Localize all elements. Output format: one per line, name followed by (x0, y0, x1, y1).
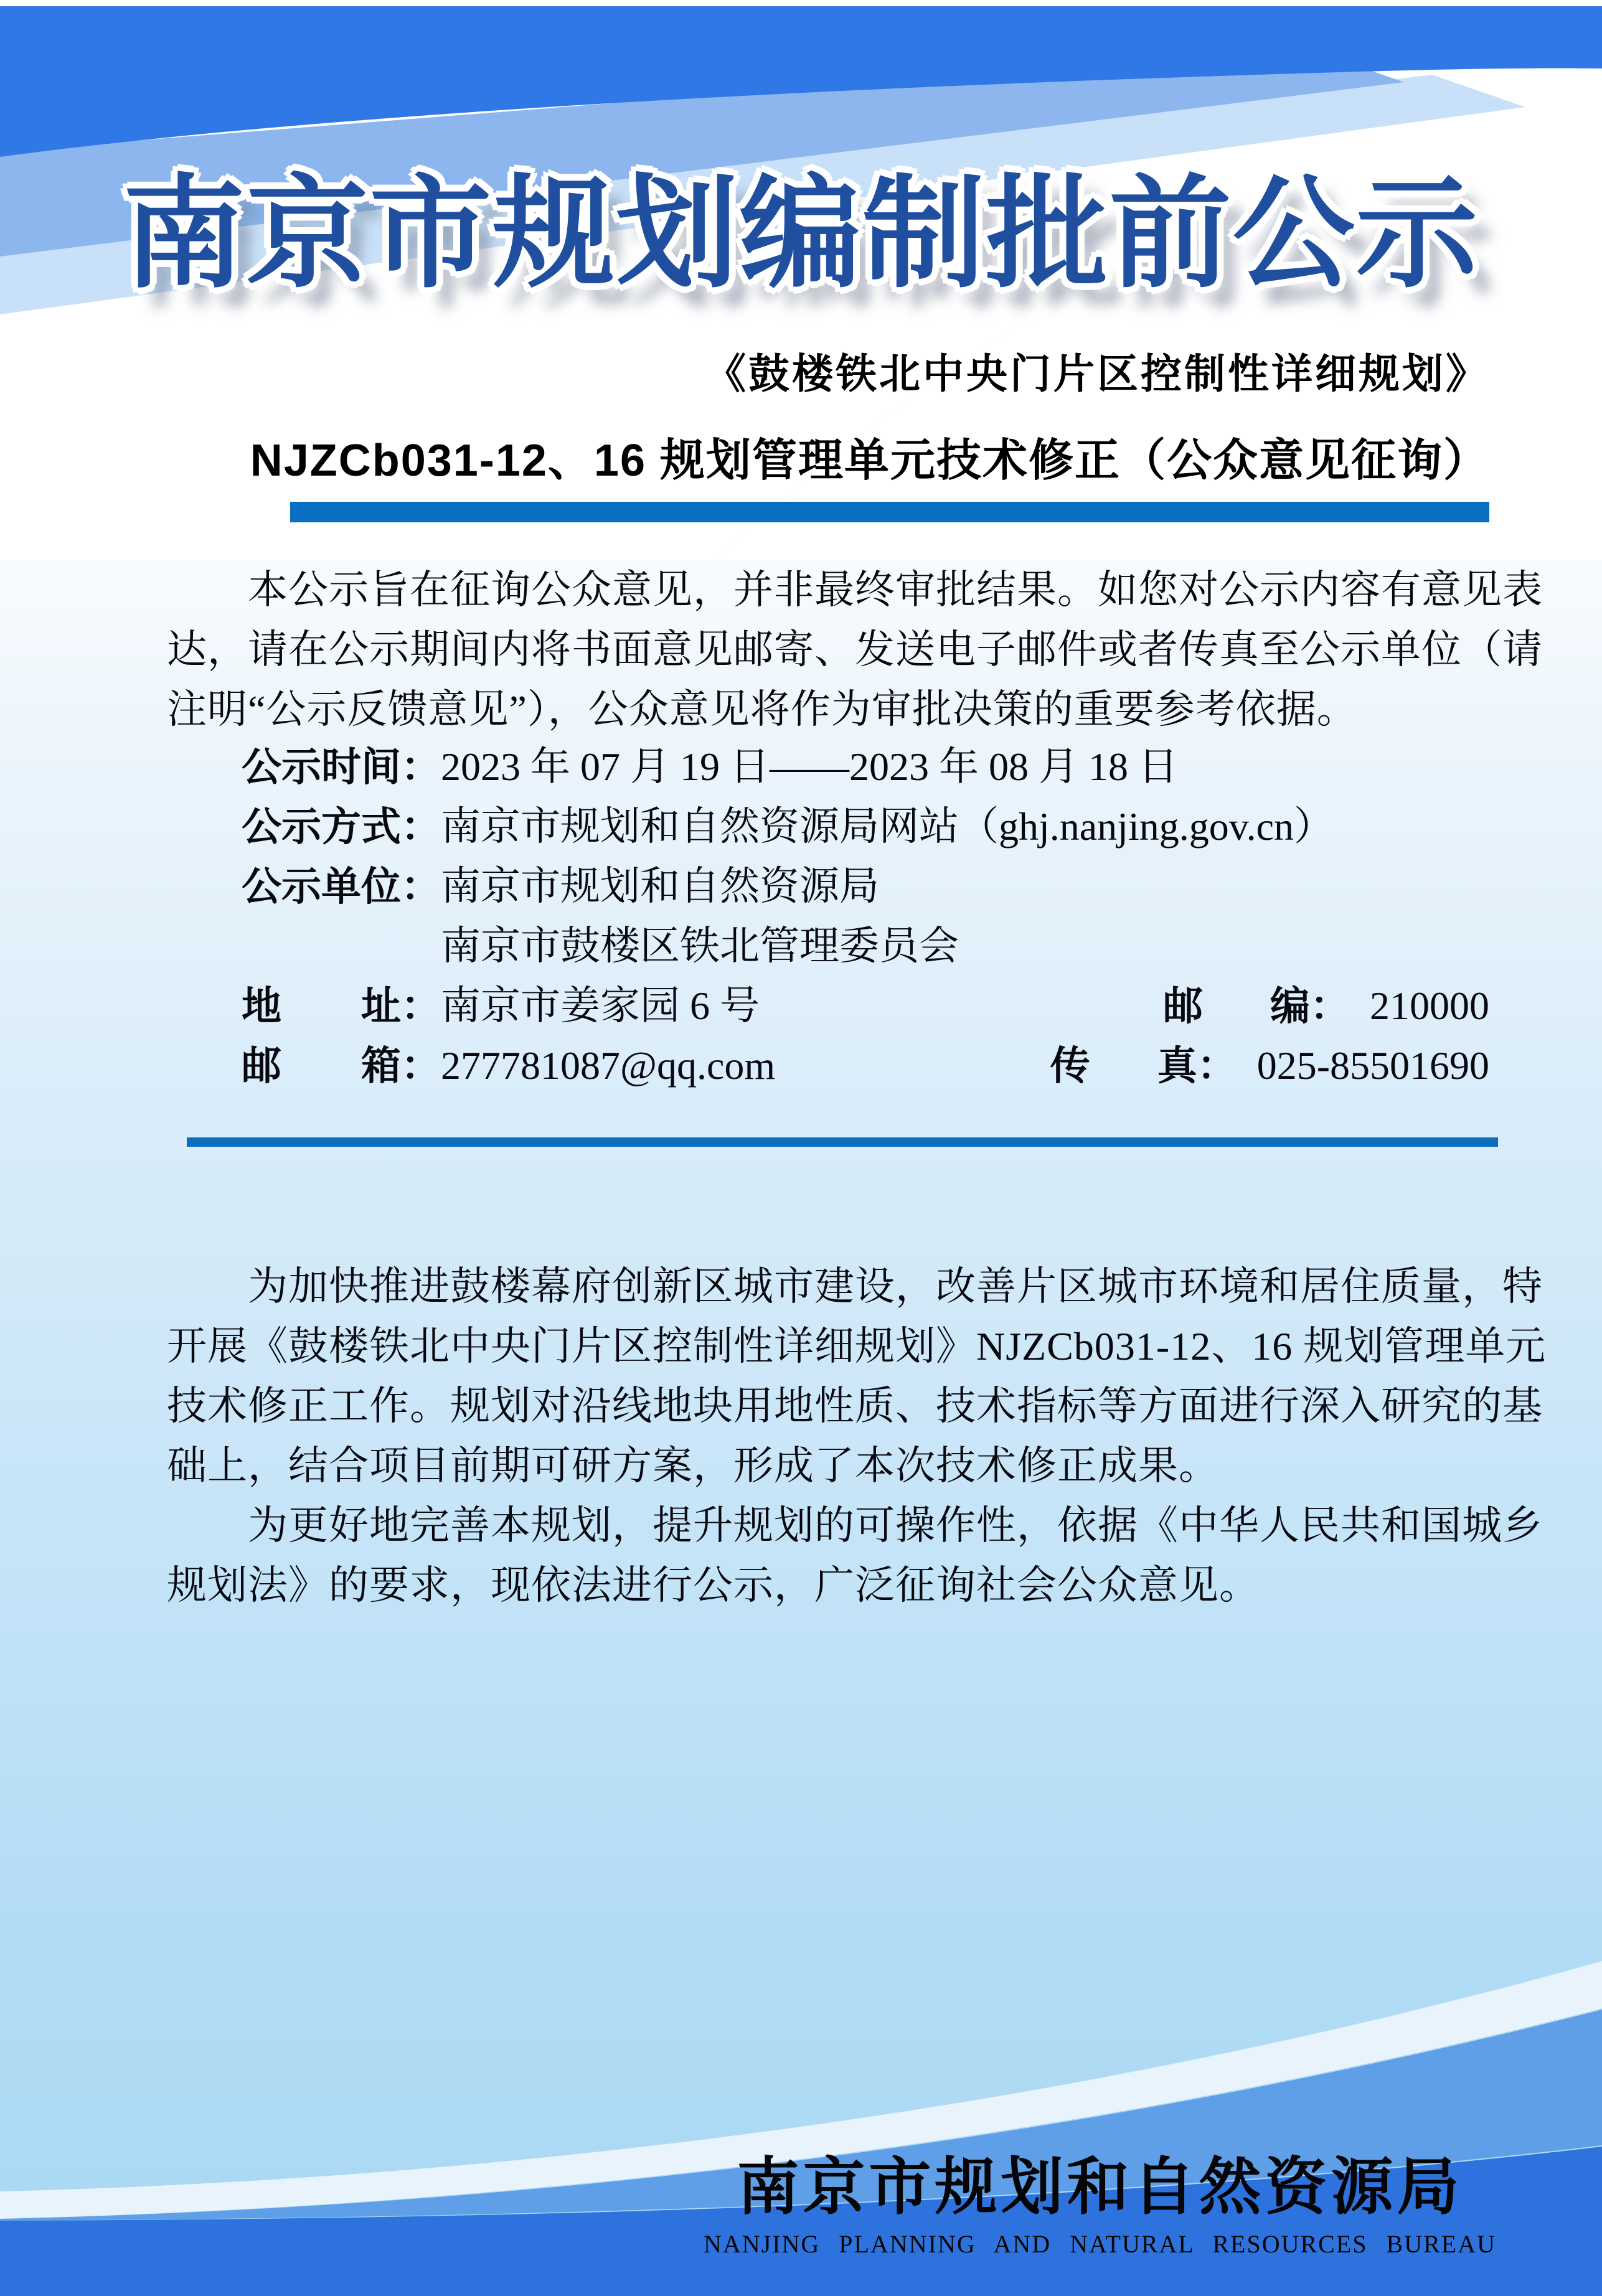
paragraph-line: 技术修正工作。规划对沿线地块用地性质、技术指标等方面进行深入研究的基 (167, 1384, 1543, 1428)
postcode-label (1163, 976, 1350, 1036)
detail-value: 南京市规划和自然资源局网站（ghj.nanjing.gov.cn） (441, 804, 1334, 849)
legal-basis-paragraph (167, 1496, 1543, 1616)
background-paragraph (167, 1257, 1547, 1496)
paragraph-line: 础上，结合项目前期可研方案，形成了本次技术修正成果。 (167, 1444, 1219, 1488)
fax-label (1050, 1036, 1237, 1096)
detail-label: 公示单位： (242, 864, 441, 909)
bureau-name-en: NANJING PLANNING AND NATURAL RESOURCES BUREAU (703, 2230, 1496, 2258)
detail-label: 公示方式： (242, 804, 441, 849)
label-char: 真： (1157, 1043, 1237, 1088)
address-value: 南京市姜家园 6 号 (441, 984, 760, 1028)
detail-value: 南京市规划和自然资源局 (441, 864, 879, 908)
detail-row-address-postcode (167, 976, 1489, 1036)
notice-details (167, 737, 1489, 1096)
detail-row-unit2 (167, 916, 1489, 976)
label-char: 编： (1270, 984, 1350, 1028)
postcode-value: 210000 (1370, 984, 1489, 1028)
paragraph-line: 为加快推进鼓楼幕府创新区城市建设，改善片区城市环境和居住质量，特 (248, 1264, 1543, 1309)
detail-value: 2023 年 07 月 19 日——2023 年 08 月 18 日 (441, 745, 1178, 789)
detail-label: 公示时间： (242, 745, 441, 789)
email-label (242, 1036, 441, 1096)
paragraph-line: 规划法》的要求，现依法进行公示，广泛征询社会公众意见。 (167, 1563, 1260, 1607)
fax-value: 025-85501690 (1256, 1043, 1489, 1088)
page-title: 南京市规划编制批前公示 (123, 167, 1479, 303)
label-char: 址： (361, 984, 441, 1028)
label-char: 传 (1050, 1043, 1090, 1088)
detail-row-email-fax (167, 1036, 1489, 1096)
label-char: 箱： (361, 1043, 441, 1088)
detail-row-time (167, 737, 1489, 797)
detail-row-method (167, 797, 1489, 857)
fax-group (1050, 1036, 1489, 1096)
address-label (242, 976, 441, 1036)
detail-value: 南京市鼓楼区铁北管理委员会 (441, 924, 959, 968)
section-divider-line (187, 1137, 1498, 1147)
postcode-group (1163, 976, 1489, 1036)
paragraph-line: 为更好地完善本规划，提升规划的可操作性，依据《中华人民共和国城乡 (248, 1503, 1543, 1548)
label-char: 地 (242, 984, 281, 1028)
email-value: 277781087@qq.com (441, 1043, 776, 1088)
bureau-name-cn: 南京市规划和自然资源局 (737, 2153, 1463, 2222)
intro-line: 本公示旨在征询公众意见，并非最终审批结果。如您对公示内容有意见表 (248, 568, 1543, 612)
intro-paragraph (167, 560, 1543, 740)
plan-unit-subtitle: NJZCb031-12、16 规划管理单元技术修正（公众意见征询） (250, 436, 1489, 486)
footer-organization (704, 2151, 1496, 2259)
intro-line: 达，请在公示期间内将书面意见邮寄、发送电子邮件或者传真至公示单位（请 (167, 628, 1543, 672)
intro-line: 注明“公示反馈意见”），公众意见将作为审批决策的重要参考依据。 (167, 687, 1357, 732)
detail-row-unit (167, 857, 1489, 916)
label-char: 邮 (242, 1043, 281, 1088)
paragraph-line: 开展《鼓楼铁北中央门片区控制性详细规划》NJZCb031-12、16 规划管理单元 (167, 1324, 1547, 1368)
label-char: 邮 (1163, 984, 1203, 1028)
plan-name-subtitle: 《鼓楼铁北中央门片区控制性详细规划》 (705, 351, 1489, 397)
title-underline-bar (290, 502, 1489, 522)
